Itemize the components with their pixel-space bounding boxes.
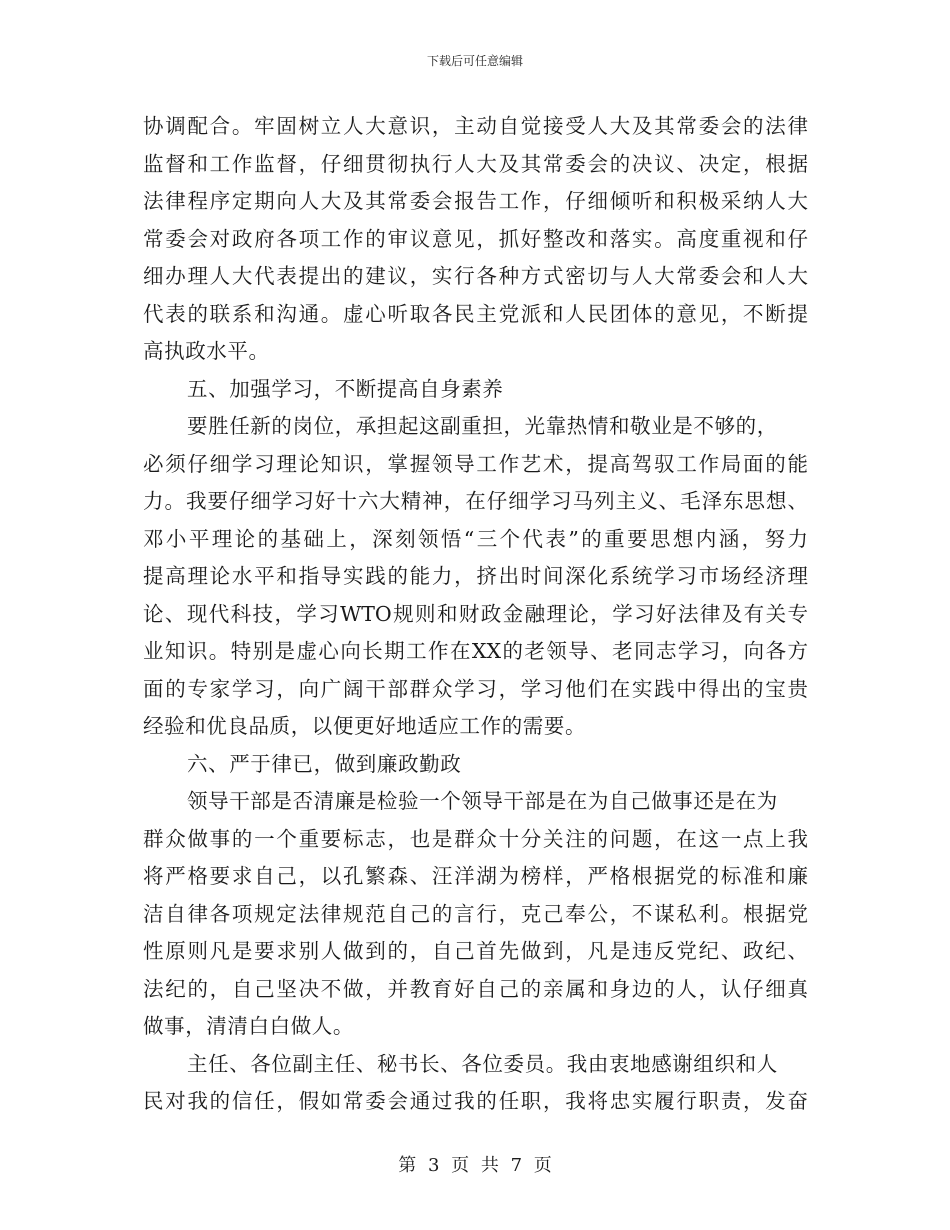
section-heading: 六、严于律已，做到廉政勤政	[187, 751, 462, 776]
text-line: 将严格要求自己，以孔繁森、汪洋湖为榜样，严格根据党的标准和廉	[143, 864, 808, 888]
text-line: 面的专家学习，向广阔干部群众学习，学习他们在实践中得出的宝贵	[143, 676, 808, 701]
document-body	[143, 108, 808, 1121]
text-line: 论、现代科技，学习WTO规则和财政金融理论，学习好法律及有关专	[143, 601, 808, 626]
text-line: 监督和工作监督，仔细贯彻执行人大及其常委会的决议、决定，根据	[143, 151, 808, 176]
text-line: 代表的联系和沟通。虚心听取各民主党派和人民团体的意见，不断提	[143, 301, 808, 326]
text-line: 力。我要仔细学习好十六大精神，在仔细学习马列主义、毛泽东思想、	[143, 489, 808, 513]
text-line: 常委会对政府各项工作的审议意见，抓好整改和落实。高度重视和仔	[143, 226, 808, 251]
text-line: 民对我的信任，假如常委会通过我的任职，我将忠实履行职责，发奋	[143, 1089, 808, 1113]
text-line: 做事，清清白白做人。	[143, 1014, 354, 1038]
page-header: 下载后可任意编辑	[426, 54, 523, 68]
text-line: 邓小平理论的基础上，深刻领悟“三个代表”的重要思想内涵，努力	[143, 526, 808, 551]
paragraph-first-line: 要胜任新的岗位，承担起这副重担，光靠热情和敬业是不够的，	[187, 414, 778, 438]
section-heading: 五、加强学习，不断提高自身素养	[187, 376, 504, 401]
text-line: 法纪的，自己坚决不做，并教育好自己的亲属和身边的人，认仔细真	[143, 976, 808, 1001]
text-line: 细办理人大代表提出的建议，实行各种方式密切与人大常委会和人大	[143, 264, 808, 288]
text-line: 提高理论水平和指导实践的能力，挤出时间深化系统学习市场经济理	[143, 564, 808, 588]
paragraph-first-line: 主任、各位副主任、秘书长、各位委员。我由衷地感谢组织和人	[187, 1051, 778, 1076]
text-line: 群众做事的一个重要标志，也是群众十分关注的问题，在这一点上我	[143, 826, 808, 851]
paragraph-first-line: 领导干部是否清廉是检验一个领导干部是在为自己做事还是在为	[187, 789, 778, 813]
page-number: 第 3 页 共 7 页	[398, 1155, 552, 1176]
text-line: 协调配合。牢固树立人大意识，主动自觉接受人大及其常委会的法律	[143, 114, 808, 138]
text-line: 业知识。特别是虚心向长期工作在XX的老领导、老同志学习，向各方	[143, 639, 808, 663]
text-line: 高执政水平。	[143, 339, 270, 363]
text-line: 性原则凡是要求别人做到的，自己首先做到，凡是违反党纪、政纪、	[143, 939, 808, 963]
text-line: 法律程序定期向人大及其常委会报告工作，仔细倾听和积极采纳人大	[143, 189, 808, 213]
text-line: 经验和优良品质，以便更好地适应工作的需要。	[143, 714, 587, 738]
text-line: 必须仔细学习理论知识，掌握领导工作艺术，提高驾驭工作局面的能	[143, 451, 808, 476]
text-line: 洁自律各项规定法律规范自己的言行，克己奉公，不谋私利。根据党	[143, 901, 808, 926]
